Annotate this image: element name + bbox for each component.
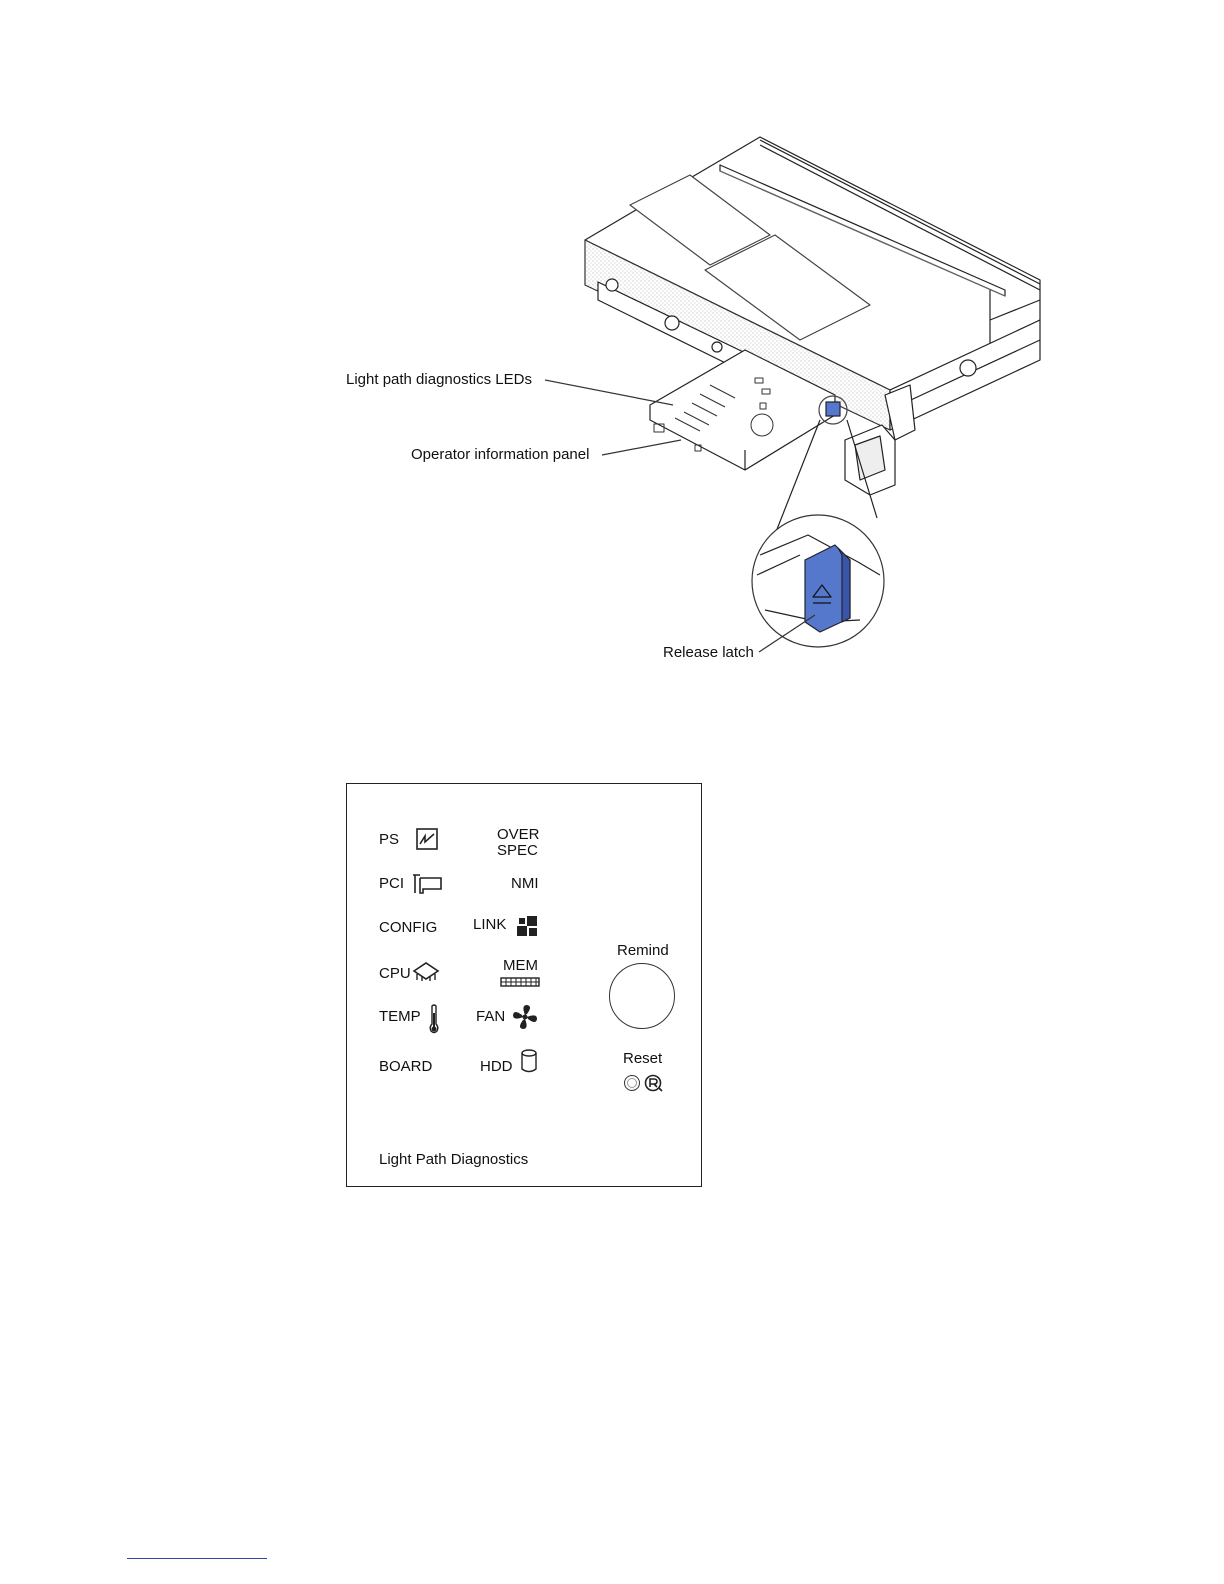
label-over: OVER xyxy=(497,826,540,843)
remind-button[interactable] xyxy=(609,963,675,1029)
reset-button[interactable] xyxy=(624,1075,640,1091)
pci-card-icon xyxy=(411,873,443,895)
power-supply-icon xyxy=(415,827,439,851)
label-temp: TEMP xyxy=(379,1008,421,1025)
link-icon xyxy=(515,914,539,938)
label-cpu: CPU xyxy=(379,965,411,982)
label-spec: SPEC xyxy=(497,842,538,859)
callout-release-latch: Release latch xyxy=(663,644,754,661)
thermometer-icon xyxy=(427,1003,441,1035)
memory-icon xyxy=(500,976,540,988)
label-hdd: HDD xyxy=(480,1058,513,1075)
label-link: LINK xyxy=(473,916,507,933)
label-ps: PS xyxy=(379,831,400,848)
label-remind: Remind xyxy=(617,942,669,959)
fan-icon xyxy=(511,1003,539,1031)
footer-link-rule xyxy=(127,1558,267,1559)
hard-disk-icon xyxy=(520,1048,538,1074)
label-mem: MEM xyxy=(503,957,538,974)
reset-r-icon xyxy=(644,1074,664,1094)
panel-title: Light Path Diagnostics xyxy=(379,1151,529,1168)
label-nmi: NMI xyxy=(511,875,539,892)
light-path-panel xyxy=(346,783,702,1187)
label-config: CONFIG xyxy=(379,919,438,936)
label-reset: Reset xyxy=(623,1050,663,1067)
label-board: BOARD xyxy=(379,1058,433,1075)
cpu-icon xyxy=(411,960,441,982)
callout-light-path-leds: Light path diagnostics LEDs xyxy=(346,371,532,388)
label-fan: FAN xyxy=(476,1008,506,1025)
label-pci: PCI xyxy=(379,875,405,892)
server-illustration xyxy=(0,0,1224,700)
callout-operator-panel: Operator information panel xyxy=(411,446,590,463)
